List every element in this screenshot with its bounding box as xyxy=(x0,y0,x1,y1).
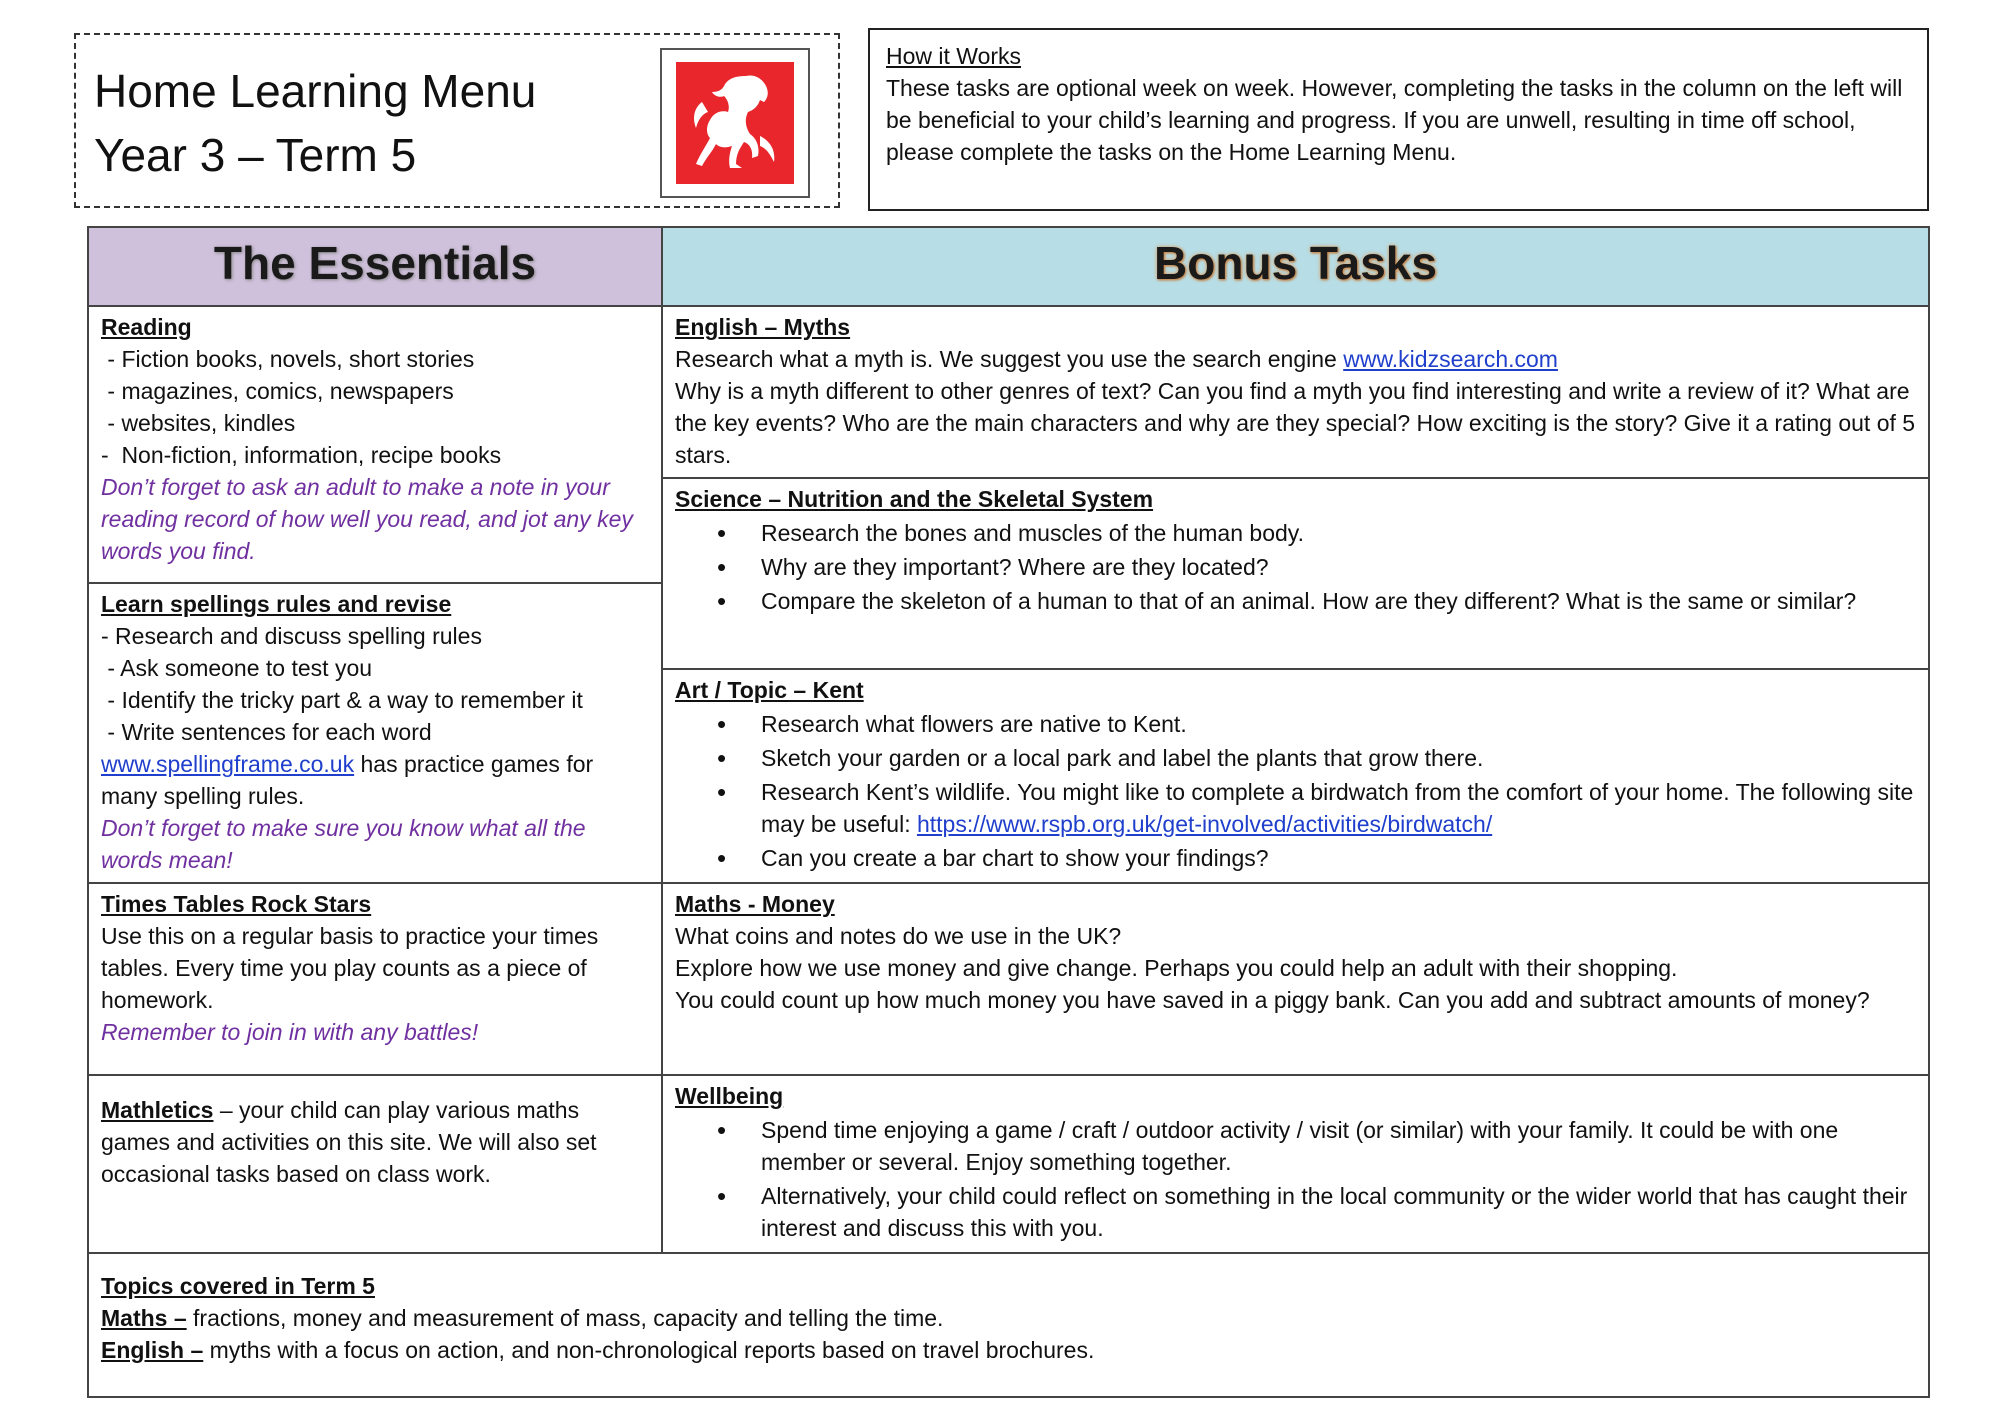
wellbeing-list xyxy=(675,1114,1916,1244)
reading-cell xyxy=(88,306,662,583)
science-item: • Research the bones and muscles of the human body. xyxy=(761,517,1916,549)
spellingframe-line xyxy=(101,748,649,812)
wellbeing-item: • Spend time enjoying a game / craft / outdoor activity / visit (or similar) with your family. It could be with one member or several. Enjoy something together. xyxy=(761,1114,1916,1178)
art-item: • Can you create a bar chart to show your findings? xyxy=(761,842,1916,874)
reading-note: Don’t forget to ask an adult to make a note in your reading record of how well you read, and jot any key words you find. xyxy=(101,474,633,564)
art-item: • Sketch your garden or a local park and label the plants that grow there. xyxy=(761,742,1916,774)
mathletics-title: Mathletics xyxy=(101,1097,214,1123)
art-item xyxy=(761,776,1916,840)
essentials-header xyxy=(88,227,662,306)
kent-crest-logo xyxy=(660,48,810,198)
spellings-item: - Ask someone to test you xyxy=(101,655,373,681)
page-subtitle: Year 3 – Term 5 xyxy=(94,129,417,181)
topics-title: Topics covered in Term 5 xyxy=(101,1273,375,1299)
maths-cell xyxy=(662,883,1929,1075)
spellings-item: - Identify the tricky part & a way to remember it xyxy=(101,687,583,713)
spellings-item: - Research and discuss spelling rules xyxy=(101,623,482,649)
english-cell xyxy=(662,306,1929,478)
rspb-link[interactable]: https://www.rspb.org.uk/get-involved/activities/birdwatch/ xyxy=(916,811,1493,837)
ttrs-title: Times Tables Rock Stars xyxy=(101,891,372,917)
english-title: English – Myths xyxy=(675,314,851,340)
spellingframe-suffix: has practice games for many spelling rules. xyxy=(101,751,594,809)
english-text: Why is a myth different to other genres of text? Can you find a myth you find interesting and write a review of it? What are the key events? Who are the main characters and why are they special? How exciting is the story? Give it a rating out of 5 stars. xyxy=(675,378,1916,468)
wellbeing-title: Wellbeing xyxy=(675,1083,784,1109)
english-line1 xyxy=(675,343,1916,375)
home-learning-table xyxy=(87,226,1930,1398)
ttrs-note: Remember to join in with any battles! xyxy=(101,1019,479,1045)
bonus-header xyxy=(662,227,1929,306)
ttrs-cell xyxy=(88,883,662,1075)
how-it-works-heading: How it Works xyxy=(886,43,1022,69)
wellbeing-item: • Alternatively, your child could reflect on something in the local community or the wider world that has caught their interest and discuss this with you. xyxy=(761,1180,1916,1244)
maths-line: Explore how we use money and give change. Perhaps you could help an adult with their shopping. xyxy=(675,955,1678,981)
kidzsearch-link[interactable]: www.kidzsearch.com xyxy=(1343,346,1558,372)
maths-title: Maths - Money xyxy=(675,891,835,917)
reading-item: - websites, kindles xyxy=(101,410,296,436)
topics-english-line xyxy=(101,1334,1916,1366)
wellbeing-cell xyxy=(662,1075,1929,1253)
topics-maths-line xyxy=(101,1302,1916,1334)
science-item: • Why are they important? Where are they located? xyxy=(761,551,1916,583)
how-it-works-box xyxy=(868,28,1929,211)
topics-english-text: myths with a focus on action, and non-chronological reports based on travel brochures. xyxy=(203,1337,1095,1363)
maths-line: What coins and notes do we use in the UK? xyxy=(675,923,1122,949)
page-title: Home Learning Menu xyxy=(94,65,537,117)
mathletics-cell xyxy=(88,1075,662,1253)
art-cell xyxy=(662,669,1929,883)
art-title: Art / Topic – Kent xyxy=(675,677,864,703)
science-item: • Compare the skeleton of a human to that of an animal. How are they different? What is the same or similar? xyxy=(761,585,1916,617)
science-list xyxy=(675,517,1916,617)
art-item3-text: Research Kent’s wildlife. You might like to complete a birdwatch from the comfort of your home. The following site may be useful: xyxy=(761,779,1914,837)
english-line1-text: Research what a myth is. We suggest you use the search engine xyxy=(675,346,1344,372)
art-item: • Research what flowers are native to Kent. xyxy=(761,708,1916,740)
bonus-heading: Bonus Tasks xyxy=(1154,236,1437,289)
science-title: Science – Nutrition and the Skeletal System xyxy=(675,486,1154,512)
title-box xyxy=(74,33,840,208)
reading-item: - magazines, comics, newspapers xyxy=(101,378,454,404)
topics-cell xyxy=(88,1253,1929,1397)
mathletics-text: – your child can play various maths games and activities on this site. We will also set occasional tasks based on class work. xyxy=(101,1097,597,1187)
reading-item: - Fiction books, novels, short stories xyxy=(101,346,475,372)
spellings-cell xyxy=(88,583,662,883)
topics-english-label: English – xyxy=(101,1337,204,1363)
horse-icon xyxy=(676,62,794,184)
spellings-note: Don’t forget to make sure you know what all the words mean! xyxy=(101,815,586,873)
art-list xyxy=(675,708,1916,874)
how-it-works-text: These tasks are optional week on week. However, completing the tasks in the column on the left will be beneficial to your child’s learning and progress. If you are unwell, resulting in time off school, please complete the tasks on the Home Learning Menu. xyxy=(886,75,1903,165)
spellings-item: - Write sentences for each word xyxy=(101,719,432,745)
topics-maths-label: Maths – xyxy=(101,1305,187,1331)
ttrs-text: Use this on a regular basis to practice your times tables. Every time you play counts as a piece of homework. xyxy=(101,923,599,1013)
spellingframe-link[interactable]: www.spellingframe.co.uk xyxy=(101,751,355,777)
spellings-title: Learn spellings rules and revise xyxy=(101,591,452,617)
science-cell xyxy=(662,478,1929,669)
topics-maths-text: fractions, money and measurement of mass, capacity and telling the time. xyxy=(186,1305,944,1331)
reading-title: Reading xyxy=(101,314,192,340)
maths-line: You could count up how much money you have saved in a piggy bank. Can you add and subtract amounts of money? xyxy=(675,987,1870,1013)
essentials-heading: The Essentials xyxy=(213,236,537,289)
reading-item: - Non-fiction, information, recipe books xyxy=(101,442,502,468)
